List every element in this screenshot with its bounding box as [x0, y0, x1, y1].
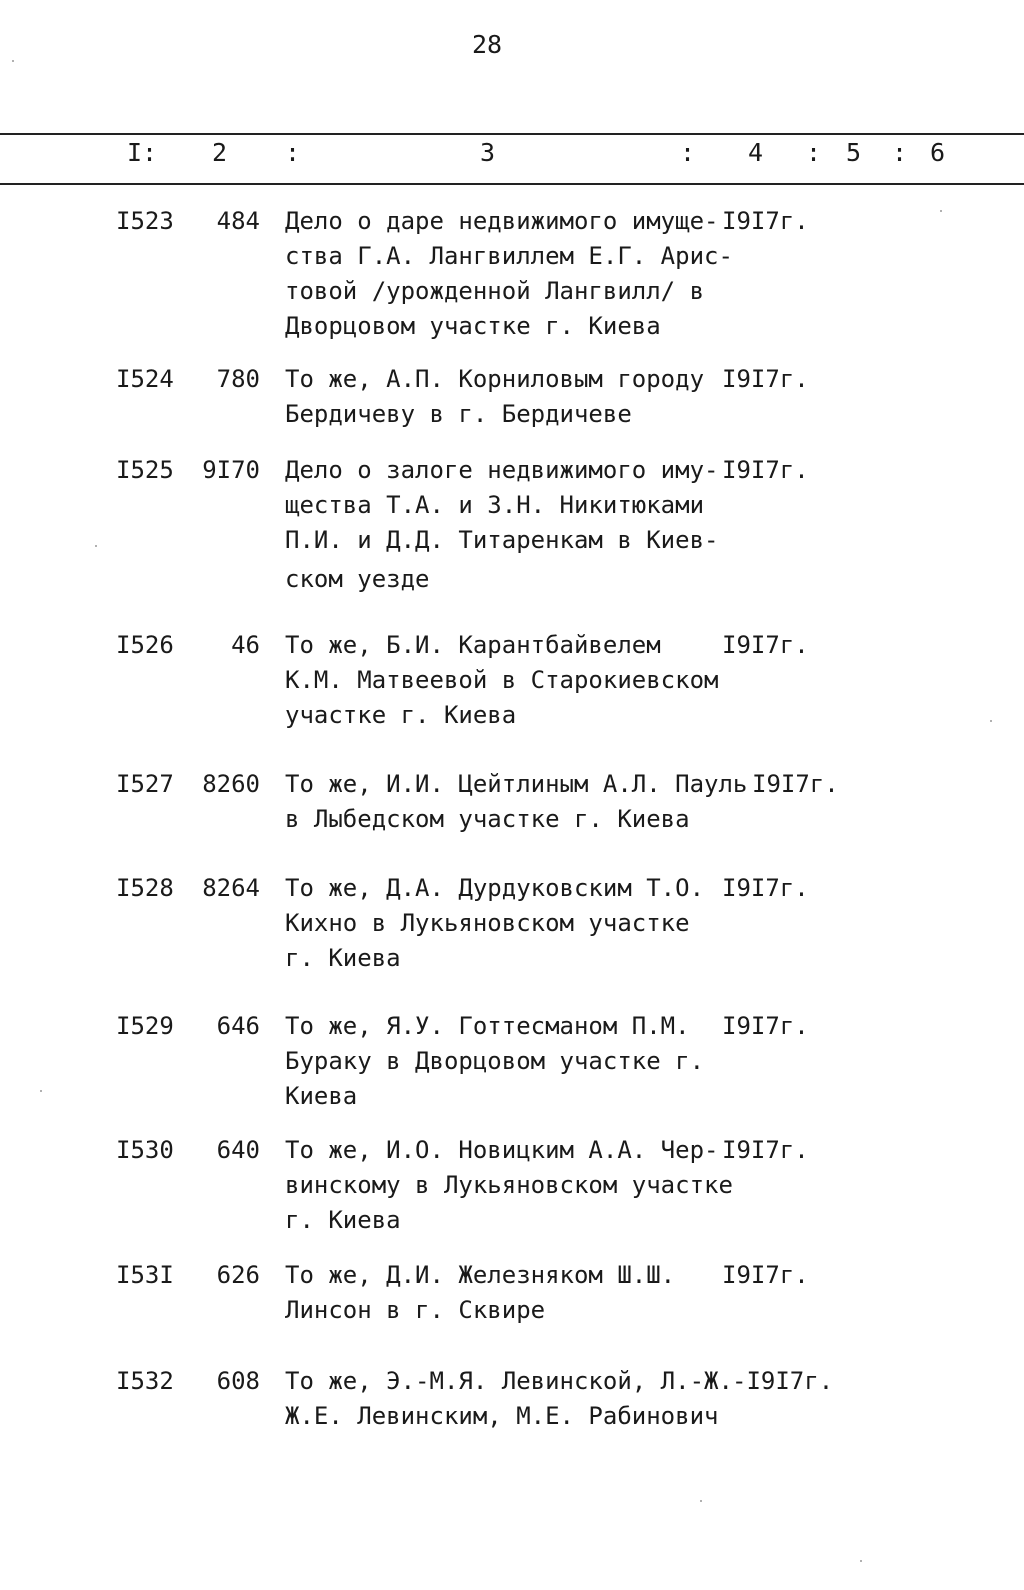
description-line: Дело о залоге недвижимого иму- [285, 456, 719, 484]
description-line: винскому в Лукьяновском участке [285, 1171, 733, 1199]
page-number: 28 [471, 30, 503, 59]
description-line: Дело о даре недвижимого имуще- [285, 207, 719, 235]
description-line: Кихно в Лукьяновском участке [285, 909, 690, 937]
description-line: Бердичеву в г. Бердичеве [285, 400, 632, 428]
entry-number: I528 [116, 874, 174, 902]
description-line: в Лыбедском участке г. Киева [285, 805, 690, 833]
description-line: Ж.Е. Левинским, М.Е. Рабинович [285, 1402, 719, 1430]
entry-year: I9I7г. [722, 456, 809, 484]
entry-description [285, 1133, 735, 1238]
header-separator: : [892, 138, 908, 167]
description-line: г. Киева [285, 944, 401, 972]
header-col-2: 2 [212, 138, 228, 167]
description-line: П.И. и Д.Д. Титаренкам в Киев- [285, 526, 719, 554]
header-col-3: 3 [480, 138, 496, 167]
description-line: товой /урожденной Лангвилл/ в [285, 277, 705, 305]
entry-number: I529 [116, 1012, 174, 1040]
entry-description [285, 767, 748, 837]
scan-speck [700, 1500, 702, 1502]
entry-year: I9I7г. [722, 1012, 809, 1040]
entry-number: I526 [116, 631, 174, 659]
entry-sheets: 640 [216, 1136, 260, 1164]
entry-sheets: 9I70 [202, 456, 260, 484]
description-line: Киева [285, 1082, 358, 1110]
entry-description [285, 628, 735, 733]
entry-sheets: 646 [216, 1012, 260, 1040]
description-line: К.М. Матвеевой в Старокиевском [285, 666, 719, 694]
description-line: То же, А.П. Корниловым городу [285, 365, 705, 393]
table-header-rule [0, 183, 1024, 185]
entry-description [285, 204, 735, 344]
table-top-rule [0, 133, 1024, 135]
description-line: Линсон в г. Сквире [285, 1296, 546, 1324]
description-line: То же, Д.А. Дурдуковским Т.О. [285, 874, 705, 902]
header-separator: : [680, 138, 696, 167]
description-line: ства Г.А. Лангвиллем Е.Г. Арис- [285, 242, 733, 270]
scan-speck [40, 1090, 42, 1092]
scan-speck [860, 1560, 862, 1562]
description-line: То же, И.О. Новицким А.А. Чер- [285, 1136, 719, 1164]
entry-number: I527 [116, 770, 174, 798]
entry-number: I524 [116, 365, 174, 393]
description-line: Бураку в Дворцовом участке г. [285, 1047, 705, 1075]
entry-description [285, 871, 735, 976]
scan-speck [12, 60, 14, 62]
entry-sheets: 780 [216, 365, 260, 393]
entry-sheets: 484 [216, 207, 260, 235]
entry-description [285, 362, 735, 432]
header-col-5: 5 [846, 138, 862, 167]
scan-speck [940, 210, 942, 212]
description-line: ском уезде [285, 565, 430, 593]
description-line: То же, И.И. Цейтлиным А.Л. Пауль [285, 770, 748, 798]
description-line: г. Киева [285, 1206, 401, 1234]
entry-sheets: 46 [231, 631, 260, 659]
entry-description [285, 453, 735, 597]
entry-sheets: 626 [216, 1261, 260, 1289]
entry-sheets: 8264 [202, 874, 260, 902]
header-col-1: I: [127, 138, 158, 167]
entry-number: I523 [116, 207, 174, 235]
entry-description [285, 1364, 735, 1434]
description-line: То же, Я.У. Готтесманом П.М. [285, 1012, 690, 1040]
entry-number: I525 [116, 456, 174, 484]
entry-year: I9I7г. [722, 1261, 809, 1289]
entry-description [285, 1009, 735, 1114]
entry-sheets: 8260 [202, 770, 260, 798]
entry-sheets: 608 [216, 1367, 260, 1395]
entry-year: I9I7г. [722, 1136, 809, 1164]
entry-description [285, 1258, 735, 1328]
description-line: То же, Д.И. Железняком Ш.Ш. [285, 1261, 676, 1289]
entry-year: I9I7г. [752, 770, 839, 798]
description-line: щества Т.А. и З.Н. Никитюками [285, 491, 705, 519]
header-col-6: 6 [930, 138, 946, 167]
header-separator: : [806, 138, 822, 167]
description-line: То же, Б.И. Карантбайвелем [285, 631, 661, 659]
description-line: Дворцовом участке г. Киева [285, 312, 661, 340]
scan-speck [95, 545, 97, 547]
entry-number: I53I [116, 1261, 174, 1289]
entry-year: I9I7г. [722, 207, 809, 235]
entry-year: I9I7г. [722, 631, 809, 659]
header-col-4: 4 [748, 138, 764, 167]
scan-speck [990, 720, 992, 722]
description-line: То же, Э.-М.Я. Левинской, Л.-Ж. [285, 1367, 733, 1395]
entry-number: I530 [116, 1136, 174, 1164]
entry-year: -I9I7г. [732, 1367, 834, 1395]
description-line: участке г. Киева [285, 701, 517, 729]
entry-year: I9I7г. [722, 365, 809, 393]
entry-year: I9I7г. [722, 874, 809, 902]
entry-number: I532 [116, 1367, 174, 1395]
header-separator: : [285, 138, 301, 167]
